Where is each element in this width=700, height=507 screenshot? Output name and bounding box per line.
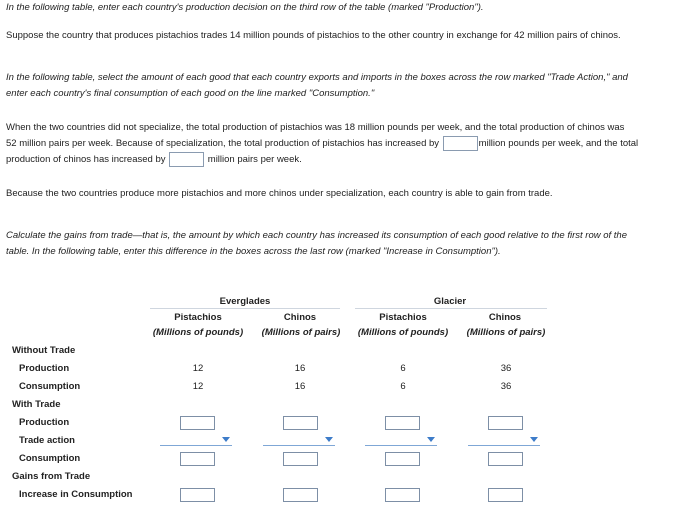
- country-header-everglades: Everglades: [219, 296, 271, 307]
- row-increase-in-consumption: Increase in Consumption: [19, 489, 133, 500]
- value-cell: 6: [400, 381, 406, 392]
- row-production: Production: [19, 363, 70, 374]
- specialization-text-line2: [6, 136, 691, 152]
- increase-input-glacier-pistachios[interactable]: [385, 488, 420, 502]
- instruction-gains-line1: Calculate the gains from trade—that is, the amount by which each country has increased its consumption of each good relative to the first row of the: [6, 230, 627, 241]
- good-header-everglades-pistachios: Pistachios: [174, 312, 222, 323]
- specialization-text-part3: production of chinos has increased by: [6, 154, 166, 166]
- good-header-glacier-chinos: Chinos: [488, 312, 522, 323]
- production-input-everglades-chinos[interactable]: [283, 416, 318, 430]
- production-input-glacier-chinos[interactable]: [488, 416, 523, 430]
- instruction-production: In the following table, enter each country's production decision on the third row of the table (marked "Production").: [6, 2, 484, 13]
- trade-action-dropdown-glacier-chinos[interactable]: [468, 435, 540, 446]
- row-consumption: Consumption: [19, 381, 81, 392]
- row-with-trade: With Trade: [12, 399, 61, 410]
- specialization-text-part1: 52 million pairs per week. Because of specialization, the total production of pistachios has increased by: [6, 138, 440, 150]
- increase-input-everglades-chinos[interactable]: [283, 488, 318, 502]
- increase-input-everglades-pistachios[interactable]: [180, 488, 215, 502]
- specialization-text-part2: million pounds per week, and the total: [478, 138, 639, 150]
- gain-from-trade-statement: Because the two countries produce more pistachios and more chinos under specialization, each country is able to gain from trade.: [6, 188, 553, 199]
- increase-input-glacier-chinos[interactable]: [488, 488, 523, 502]
- row-consumption-with-trade: Consumption: [19, 453, 81, 464]
- unit-header-everglades-chinos: (Millions of pairs): [261, 327, 341, 338]
- trade-action-dropdown-glacier-pistachios[interactable]: [365, 435, 437, 446]
- value-cell: 6: [400, 363, 406, 374]
- instruction-gains-line2: table. In the following table, enter this difference in the boxes across the last row (marked "Increase in Consumption").: [6, 246, 501, 257]
- specialization-text-line3: [6, 152, 691, 168]
- chinos-increase-input[interactable]: [169, 152, 204, 167]
- row-without-trade: Without Trade: [12, 345, 76, 356]
- chevron-down-icon: [530, 437, 538, 442]
- production-input-glacier-pistachios[interactable]: [385, 416, 420, 430]
- country-underline-glacier: [355, 308, 547, 309]
- consumption-input-everglades-pistachios[interactable]: [180, 452, 215, 466]
- instruction-trade-action-line1: In the following table, select the amount of each good that each country exports and imports in the boxes across the row marked "Trade Action," and: [6, 72, 628, 83]
- unit-header-glacier-pistachios: (Millions of pounds): [357, 327, 449, 338]
- country-underline-everglades: [150, 308, 340, 309]
- unit-header-everglades-pistachios: (Millions of pounds): [152, 327, 244, 338]
- value-cell: 36: [500, 363, 512, 374]
- value-cell: 16: [294, 363, 306, 374]
- value-cell: 12: [192, 363, 204, 374]
- instruction-trade-terms: Suppose the country that produces pistachios trades 14 million pounds of pistachios to the other country in exchange for 42 million pairs of chinos.: [6, 30, 621, 41]
- value-cell: 36: [500, 381, 512, 392]
- trade-action-dropdown-everglades-pistachios[interactable]: [160, 435, 232, 446]
- consumption-input-glacier-pistachios[interactable]: [385, 452, 420, 466]
- trade-action-dropdown-everglades-chinos[interactable]: [263, 435, 335, 446]
- production-input-everglades-pistachios[interactable]: [180, 416, 215, 430]
- row-trade-action: Trade action: [19, 435, 75, 446]
- specialization-text-line1: When the two countries did not specialize, the total production of pistachios was 18 million pounds per week, and the total production of chinos was: [6, 122, 625, 133]
- instruction-trade-action-line2: enter each country's final consumption of each good on the line marked "Consumption.": [6, 88, 375, 99]
- row-production-with-trade: Production: [19, 417, 70, 428]
- consumption-input-glacier-chinos[interactable]: [488, 452, 523, 466]
- pistachio-increase-input[interactable]: [443, 136, 478, 151]
- chevron-down-icon: [427, 437, 435, 442]
- value-cell: 16: [294, 381, 306, 392]
- chevron-down-icon: [325, 437, 333, 442]
- row-gains-from-trade: Gains from Trade: [12, 471, 91, 482]
- specialization-text-part4: million pairs per week.: [207, 154, 302, 166]
- unit-header-glacier-chinos: (Millions of pairs): [466, 327, 546, 338]
- country-header-glacier: Glacier: [433, 296, 467, 307]
- chevron-down-icon: [222, 437, 230, 442]
- value-cell: 12: [192, 381, 204, 392]
- good-header-everglades-chinos: Chinos: [283, 312, 317, 323]
- good-header-glacier-pistachios: Pistachios: [379, 312, 427, 323]
- consumption-input-everglades-chinos[interactable]: [283, 452, 318, 466]
